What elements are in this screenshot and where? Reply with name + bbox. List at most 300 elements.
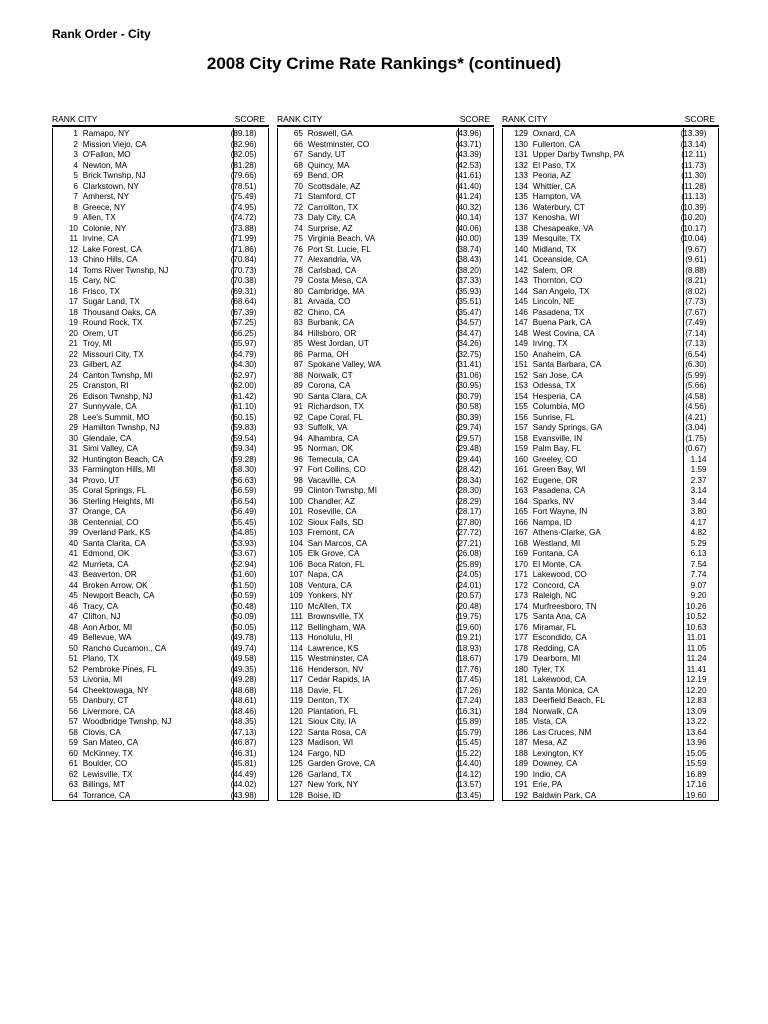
rank-cell: 60 <box>68 747 78 758</box>
rank-cell: 54 <box>68 684 78 695</box>
rank-cell: 44 <box>68 579 78 590</box>
score-cell: (17.24) <box>455 695 482 705</box>
rank-cell: 136 <box>514 201 528 212</box>
rank-cell: 128 <box>289 789 303 800</box>
rank-cell: 124 <box>289 747 303 758</box>
table-row <box>278 160 484 171</box>
rank-cell: 131 <box>514 149 528 159</box>
table-row <box>278 401 484 412</box>
table-row <box>503 517 709 528</box>
city-cell: Lexington, KY <box>532 747 584 758</box>
table-row <box>278 737 484 748</box>
score-cell: (28.17) <box>455 506 482 516</box>
table-row <box>503 296 709 307</box>
score-cell: (29.44) <box>455 453 482 464</box>
score-cell: (53.93) <box>230 537 257 548</box>
city-cell: Farmington Hills, MI <box>82 464 156 474</box>
table-row <box>503 212 709 223</box>
table-row <box>278 475 484 486</box>
score-header: SCORE <box>684 114 715 124</box>
city-cell: Livonia, MI <box>82 674 123 684</box>
table-row <box>278 233 484 244</box>
city-cell: Baldwin Park, CA <box>532 789 597 800</box>
table-row <box>53 244 259 255</box>
score-cell: (8.21) <box>685 275 707 285</box>
score-cell: (52.94) <box>230 558 257 569</box>
score-cell: (55.45) <box>230 516 257 527</box>
rank-cell: 187 <box>514 737 528 747</box>
city-cell: Norwalk, CT <box>307 369 353 380</box>
score-cell: (45.81) <box>230 758 257 768</box>
table-row <box>53 359 259 370</box>
score-cell: 10.63 <box>686 621 707 632</box>
city-cell: Glendale, CA <box>82 432 132 443</box>
city-cell: Edmond, OK <box>82 548 130 558</box>
score-cell: (49.78) <box>230 632 257 642</box>
rank-cell: 123 <box>289 737 303 747</box>
score-cell: (41.40) <box>455 180 482 191</box>
rank-cell: 25 <box>68 380 78 390</box>
table-row <box>503 464 709 475</box>
table-row <box>53 727 259 738</box>
rank-cell: 30 <box>68 432 78 443</box>
city-cell: Anaheim, CA <box>532 348 581 359</box>
city-cell: Sunrise, FL <box>532 411 575 422</box>
rank-cell: 107 <box>289 569 303 579</box>
score-cell: 10.52 <box>686 611 707 621</box>
table-row <box>278 769 484 780</box>
rank-cell: 125 <box>289 758 303 768</box>
table-row <box>53 790 259 801</box>
rank-cell: 13 <box>68 254 78 264</box>
city-cell: Woodbridge Twnshp, NJ <box>82 716 172 726</box>
city-cell: Cranston, RI <box>82 380 129 390</box>
table-row <box>53 695 259 706</box>
score-cell: (60.15) <box>230 411 257 422</box>
city-cell: Vacaville, CA <box>307 474 356 485</box>
table-row <box>503 590 709 601</box>
city-cell: Nampa, ID <box>532 516 572 527</box>
table-row <box>503 664 709 675</box>
table-row <box>53 653 259 664</box>
score-cell: (10.39) <box>680 201 707 212</box>
table-row <box>278 212 484 223</box>
city-cell: Pasadena, CA <box>532 485 586 495</box>
city-cell: Davie, FL <box>307 684 343 695</box>
score-cell: (18.93) <box>455 642 482 653</box>
score-cell: (59.83) <box>230 422 257 432</box>
rank-cell: 120 <box>289 705 303 716</box>
city-cell: Roseville, CA <box>307 506 357 516</box>
rank-cell: 67 <box>293 149 303 159</box>
ranking-table-3 <box>502 114 719 801</box>
score-cell: (32.75) <box>455 348 482 359</box>
table-row <box>278 643 484 654</box>
city-cell: Port St. Lucie, FL <box>307 243 371 254</box>
score-header: SCORE <box>234 114 265 124</box>
table-row <box>278 317 484 328</box>
city-cell: Pembroke Pines, FL <box>82 663 157 674</box>
city-cell: Westminster, CO <box>307 138 370 149</box>
table-row <box>278 454 484 465</box>
score-cell: 16.89 <box>686 768 707 779</box>
score-cell: (9.61) <box>685 254 707 264</box>
rank-cell: 43 <box>68 569 78 579</box>
table-row <box>503 422 709 433</box>
score-cell: (31.41) <box>455 359 482 369</box>
rank-cell: 147 <box>514 317 528 327</box>
rank-cell: 149 <box>514 338 528 348</box>
rank-cell: 23 <box>68 359 78 369</box>
table-row <box>503 506 709 517</box>
table-row <box>53 391 259 402</box>
rank-cell: 126 <box>289 768 303 779</box>
table-row <box>53 128 259 139</box>
table-row <box>503 601 709 612</box>
table-row <box>278 580 484 591</box>
score-cell: (46.31) <box>230 747 257 758</box>
table-row <box>503 548 709 559</box>
rank-cell: 118 <box>289 684 303 695</box>
table-row <box>53 758 259 769</box>
table-row <box>53 611 259 622</box>
score-cell: (51.60) <box>230 569 257 579</box>
rank-cell: 75 <box>293 233 303 243</box>
score-cell: (64.30) <box>230 359 257 369</box>
rank-cell: 50 <box>68 642 78 653</box>
city-cell: Lewisville, TX <box>82 768 133 779</box>
table-row <box>278 244 484 255</box>
table-row <box>53 559 259 570</box>
city-cell: Redding, CA <box>532 642 580 653</box>
table-body <box>52 128 269 801</box>
score-cell: 3.14 <box>690 485 707 495</box>
table-row <box>53 191 259 202</box>
score-cell: (43.98) <box>230 789 257 800</box>
city-cell: Alhambra, CA <box>307 432 359 443</box>
score-cell: (56.49) <box>230 506 257 516</box>
rank-cell: 169 <box>514 548 528 558</box>
city-cell: Simi Valley, CA <box>82 443 138 453</box>
rank-cell: 145 <box>514 296 528 306</box>
table-row <box>53 569 259 580</box>
city-cell: Thornton, CO <box>532 275 583 285</box>
table-row <box>53 212 259 223</box>
table-row <box>278 506 484 517</box>
rank-cell: 82 <box>293 306 303 317</box>
table-row <box>278 622 484 633</box>
city-cell: Evansville, IN <box>532 432 583 443</box>
city-cell: Irvine, CA <box>82 233 119 243</box>
score-cell: 11.41 <box>686 663 707 674</box>
score-cell: (71.99) <box>230 233 257 243</box>
rank-cell: 142 <box>514 264 528 275</box>
rank-city-header: RANK CITY <box>277 114 323 124</box>
city-cell: Troy, MI <box>82 338 112 348</box>
city-cell: Salem, OR <box>532 264 573 275</box>
city-cell: Costa Mesa, CA <box>307 275 368 285</box>
rank-cell: 93 <box>293 422 303 432</box>
city-cell: Mesa, AZ <box>532 737 568 747</box>
rank-cell: 95 <box>293 443 303 453</box>
score-cell: (24.05) <box>455 569 482 579</box>
score-cell: (31.06) <box>455 369 482 380</box>
city-cell: Hampton, VA <box>532 191 581 201</box>
score-cell: (70.73) <box>230 264 257 275</box>
table-row <box>503 769 709 780</box>
table-row <box>53 664 259 675</box>
city-cell: El Monte, CA <box>532 558 581 569</box>
table-row <box>278 307 484 318</box>
city-cell: Chandler, AZ <box>307 495 355 506</box>
rank-cell: 152 <box>514 369 528 380</box>
city-cell: Provo, UT <box>82 474 120 485</box>
city-cell: Elk Grove, CA <box>307 548 360 558</box>
rank-cell: 28 <box>68 411 78 422</box>
table-row <box>53 716 259 727</box>
rank-cell: 86 <box>293 348 303 359</box>
city-cell: Irving, TX <box>532 338 568 348</box>
score-cell: (26.08) <box>455 548 482 558</box>
score-cell: (67.39) <box>230 306 257 317</box>
score-cell: (30.58) <box>455 401 482 411</box>
score-cell: (56.54) <box>230 495 257 506</box>
rank-cell: 49 <box>68 632 78 642</box>
city-cell: West Covina, CA <box>532 327 595 338</box>
city-cell: Plantation, FL <box>307 705 359 716</box>
score-cell: (34.47) <box>455 327 482 338</box>
table-row <box>503 275 709 286</box>
table-body <box>277 128 494 801</box>
table-row <box>53 307 259 318</box>
table-row <box>503 223 709 234</box>
rank-cell: 34 <box>68 474 78 485</box>
city-cell: Sugar Land, TX <box>82 296 140 306</box>
city-cell: Alexandria, VA <box>307 254 362 264</box>
score-cell: (38.74) <box>455 243 482 254</box>
city-cell: Chino Hills, CA <box>82 254 138 264</box>
score-cell: (74.72) <box>230 212 257 222</box>
score-cell: (44.49) <box>230 768 257 779</box>
rank-cell: 84 <box>293 327 303 338</box>
rank-cell: 90 <box>293 390 303 401</box>
city-cell: Carrollton, TX <box>307 201 358 212</box>
city-cell: Stamford, CT <box>307 191 357 201</box>
score-cell: (19.21) <box>455 632 482 642</box>
rank-cell: 21 <box>68 338 78 348</box>
rank-cell: 189 <box>514 758 528 768</box>
table-row <box>278 181 484 192</box>
rank-cell: 4 <box>73 159 78 170</box>
table-row <box>278 758 484 769</box>
rank-cell: 129 <box>514 128 528 138</box>
city-cell: Green Bay, WI <box>532 464 586 474</box>
table-row <box>278 706 484 717</box>
table-row <box>53 748 259 759</box>
table-row <box>503 338 709 349</box>
score-cell: (24.01) <box>455 579 482 590</box>
rank-cell: 177 <box>514 632 528 642</box>
score-cell: (65.97) <box>230 338 257 348</box>
score-cell: (27.21) <box>455 537 482 548</box>
table-header <box>277 114 494 127</box>
rank-cell: 68 <box>293 159 303 170</box>
score-header: SCORE <box>459 114 490 124</box>
ranking-table-2 <box>277 114 494 801</box>
rank-cell: 51 <box>68 653 78 663</box>
score-cell: 11.01 <box>686 632 707 642</box>
city-cell: Fontana, CA <box>532 548 579 558</box>
city-cell: Gilbert, AZ <box>82 359 122 369</box>
city-cell: Clifton, NJ <box>82 611 121 621</box>
rank-cell: 135 <box>514 191 528 201</box>
city-cell: Missouri City, TX <box>82 348 144 359</box>
score-cell: (8.02) <box>685 285 707 296</box>
city-cell: Coral Springs, FL <box>82 485 147 495</box>
table-row <box>503 485 709 496</box>
table-row <box>503 233 709 244</box>
rank-cell: 66 <box>293 138 303 149</box>
table-row <box>278 527 484 538</box>
table-row <box>503 790 709 801</box>
city-cell: Beaverton, OR <box>82 569 137 579</box>
city-cell: San Mateo, CA <box>82 737 139 747</box>
score-cell: (27.72) <box>455 527 482 537</box>
city-cell: Chino, CA <box>307 306 345 317</box>
city-cell: Sioux City, IA <box>307 716 357 726</box>
rank-cell: 61 <box>68 758 78 768</box>
city-cell: Billings, MT <box>82 779 125 789</box>
score-cell: (46.87) <box>230 737 257 747</box>
score-cell: (18.67) <box>455 653 482 663</box>
table-row <box>278 391 484 402</box>
table-row <box>503 433 709 444</box>
score-cell: (48.46) <box>230 705 257 716</box>
city-cell: Boulder, CO <box>82 758 128 768</box>
table-row <box>503 244 709 255</box>
table-header <box>52 114 269 127</box>
score-cell: (5.99) <box>685 369 707 380</box>
table-row <box>53 622 259 633</box>
score-cell: (40.32) <box>455 201 482 212</box>
city-cell: Garland, TX <box>307 768 352 779</box>
table-row <box>53 496 259 507</box>
rank-cell: 139 <box>514 233 528 243</box>
table-row <box>53 286 259 297</box>
rank-cell: 116 <box>289 663 303 674</box>
city-cell: Norwalk, CA <box>532 705 579 716</box>
score-cell: (9.67) <box>685 243 707 254</box>
score-cell: (79.66) <box>230 170 257 180</box>
table-row <box>503 370 709 381</box>
score-cell: (49.35) <box>230 663 257 674</box>
table-header <box>502 114 719 127</box>
city-cell: Athens-Clarke, GA <box>532 527 601 537</box>
table-row <box>278 485 484 496</box>
rank-cell: 176 <box>514 621 528 632</box>
score-cell: (11.73) <box>681 159 707 170</box>
score-cell: (42.53) <box>455 159 482 170</box>
table-row <box>278 653 484 664</box>
table-row <box>53 254 259 265</box>
score-cell: (4.21) <box>685 411 707 422</box>
rank-cell: 113 <box>289 632 303 642</box>
score-cell: (28.29) <box>455 495 482 506</box>
city-cell: Orange, CA <box>82 506 126 516</box>
score-cell: (17.76) <box>455 663 482 674</box>
city-cell: Murfreesboro, TN <box>532 600 597 611</box>
city-cell: Lincoln, NE <box>532 296 575 306</box>
score-cell: (50.59) <box>230 590 257 600</box>
rank-cell: 157 <box>514 422 528 432</box>
table-row <box>53 422 259 433</box>
city-cell: Temecula, CA <box>307 453 359 464</box>
score-cell: (11.13) <box>681 191 707 201</box>
table-row <box>53 527 259 538</box>
city-cell: Midland, TX <box>532 243 577 254</box>
table-row <box>503 580 709 591</box>
score-cell: 15.59 <box>686 758 707 768</box>
city-cell: Boise, ID <box>307 789 341 800</box>
table-row <box>503 496 709 507</box>
table-row <box>503 737 709 748</box>
score-cell: (15.79) <box>455 726 482 737</box>
rank-cell: 7 <box>73 191 78 201</box>
score-cell: (17.26) <box>455 684 482 695</box>
rank-cell: 39 <box>68 527 78 537</box>
rank-cell: 29 <box>68 422 78 432</box>
table-row <box>503 443 709 454</box>
city-cell: Virginia Beach, VA <box>307 233 376 243</box>
rank-cell: 64 <box>68 789 78 800</box>
rank-cell: 121 <box>289 716 303 726</box>
score-cell: (16.31) <box>455 705 482 716</box>
rank-cell: 134 <box>514 180 528 191</box>
rank-cell: 76 <box>293 243 303 254</box>
city-cell: Newport Beach, CA <box>82 590 155 600</box>
score-cell: 12.19 <box>686 674 707 684</box>
rank-cell: 162 <box>514 474 528 485</box>
rank-cell: 167 <box>514 527 528 537</box>
rank-cell: 191 <box>514 779 528 789</box>
rank-cell: 22 <box>68 348 78 359</box>
rank-cell: 184 <box>514 705 528 716</box>
score-cell: (40.06) <box>455 222 482 233</box>
score-cell: 1.14 <box>690 453 707 464</box>
city-cell: Clovis, CA <box>82 726 121 737</box>
city-cell: Peoria, AZ <box>532 170 571 180</box>
rank-cell: 87 <box>293 359 303 369</box>
table-row <box>53 160 259 171</box>
rank-cell: 151 <box>514 359 528 369</box>
rank-cell: 150 <box>514 348 528 359</box>
score-cell: (34.26) <box>455 338 482 348</box>
rank-cell: 186 <box>514 726 528 737</box>
rank-cell: 119 <box>289 695 303 705</box>
score-cell: (44.02) <box>230 779 257 789</box>
rank-cell: 69 <box>293 170 303 180</box>
rank-cell: 180 <box>514 663 528 674</box>
table-row <box>53 443 259 454</box>
city-cell: Bend, OR <box>307 170 344 180</box>
rank-cell: 1 <box>73 128 78 138</box>
rank-cell: 98 <box>293 474 303 485</box>
score-cell: (7.73) <box>685 296 707 306</box>
rank-cell: 11 <box>69 233 78 243</box>
score-cell: 13.09 <box>686 705 707 716</box>
table-row <box>503 695 709 706</box>
table-row <box>53 674 259 685</box>
